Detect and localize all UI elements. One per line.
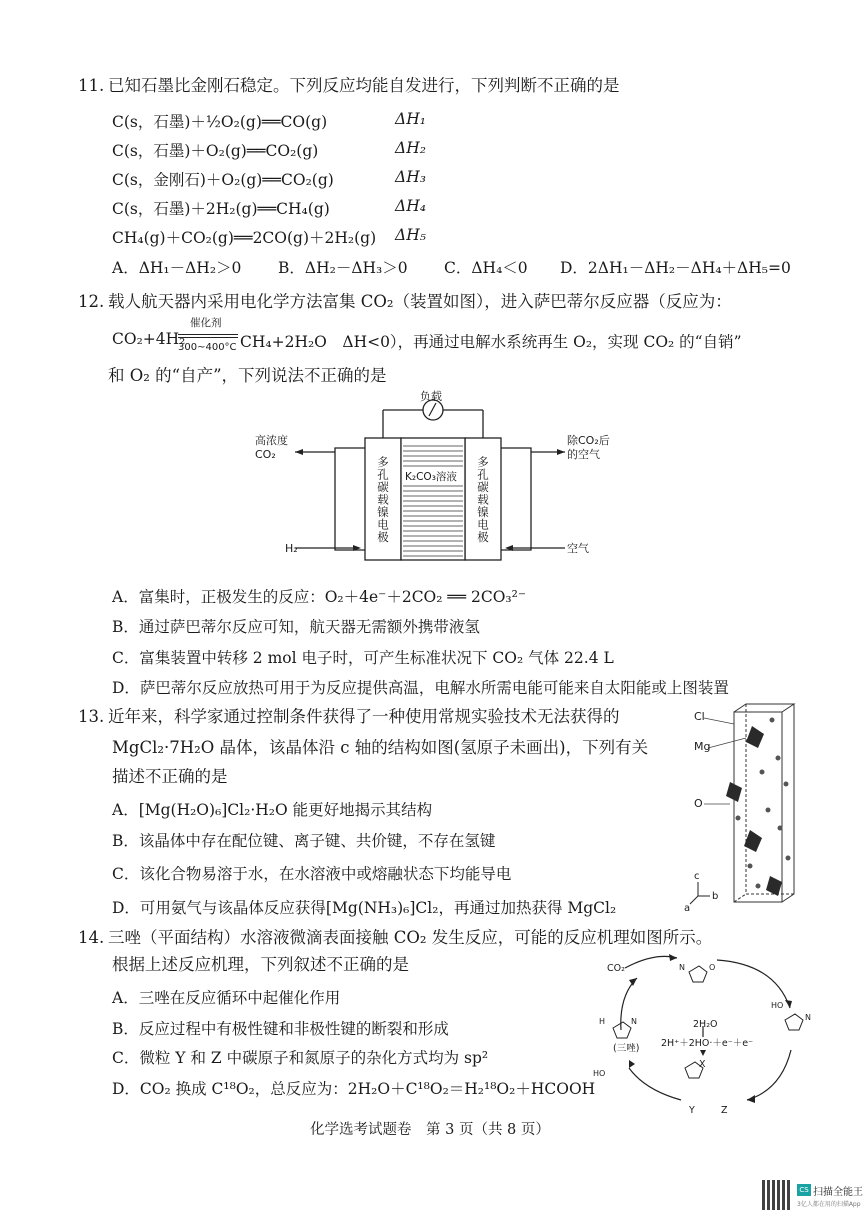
crystal-structure-drawing [690, 700, 815, 915]
mech-co2-label: CO₂ [607, 963, 625, 974]
q13-option-b: B．该晶体中存在配位键、离子键、共价键，不存在氢键 [112, 832, 496, 850]
electrochem-diagram [255, 390, 610, 570]
left-electrode-label: 多孔碳载镍电极 [376, 456, 390, 544]
q14-line2: 根据上述反应机理，下列叙述不正确的是 [112, 955, 409, 974]
q11-reaction-4: C(s，石墨)＋2H₂(g)══CH₄(g) [112, 200, 330, 218]
q12-eq-right: CH₄+2H₂O ΔH<0），再通过电解水系统再生 O₂，实现 CO₂ 的“自销” [240, 333, 742, 351]
q11-dh-2: ΔH₂ [395, 139, 426, 157]
crystal-structure-figure [684, 700, 815, 915]
crystal-label-mg: Mg [694, 740, 711, 753]
q12-option-c: C．富集装置中转移 2 mol 电子时，可产生标准状况下 CO₂ 气体 22.4 L [112, 649, 614, 667]
q13-line2: MgCl₂·7H₂O 晶体，该晶体沿 c 轴的结构如图(氢原子未画出)，下列有关 [112, 738, 649, 757]
q11-option-b: B．ΔH₂－ΔH₃＞0 [278, 259, 408, 277]
scanner-badge-icon: CS [797, 1184, 811, 1196]
q11-dh-5: ΔH₅ [395, 226, 426, 244]
reaction-mechanism-drawing [585, 950, 825, 1120]
mech-h2o-label: 2H₂O [693, 1019, 718, 1030]
svg-text:O: O [709, 963, 716, 972]
crystal-label-cl: Cl [694, 710, 705, 723]
q12-option-d: D．萨巴蒂尔反应放热可用于为反应提供高温，电解水所需电能可能来自太阳能或上图装置 [112, 679, 729, 697]
q11-dh-3: ΔH₃ [395, 168, 426, 186]
svg-text:N: N [805, 1013, 811, 1022]
mech-triazole-label: (三唑) [613, 1043, 640, 1054]
reaction-mechanism-figure [585, 950, 825, 1120]
scanner-brand: 扫描全能王 [813, 1187, 863, 1198]
q13-number: 13. [78, 707, 105, 726]
mech-center-label: 2H⁺＋2HO·＋e⁻＋e⁻ [661, 1038, 754, 1049]
q11-option-d: D．2ΔH₁－ΔH₂－ΔH₄＋ΔH₅=0 [560, 259, 791, 277]
svg-text:HO: HO [771, 1001, 784, 1010]
q11-stem: 已知石墨比金刚石稳定。下列反应均能自发进行，下列判断不正确的是 [108, 76, 620, 95]
q12-eq-arrow-1 [178, 334, 238, 335]
q14-option-a: A．三唑在反应循环中起催化作用 [112, 989, 341, 1007]
svg-text:H: H [599, 1017, 606, 1026]
q11-reaction-1: C(s，石墨)＋½O₂(g)══CO(g) [112, 113, 328, 131]
q12-stem-line1: 载人航天器内采用电化学方法富集 CO₂（装置如图），进入萨巴蒂尔反应器（反应为： [108, 292, 732, 311]
q13-line3: 描述不正确的是 [112, 767, 228, 786]
q11-dh-1: ΔH₁ [395, 110, 426, 128]
solution-label: K₂CO₃溶液 [405, 471, 457, 483]
q11-reaction-5: CH₄(g)＋CO₂(g)══2CO(g)＋2H₂(g) [112, 229, 377, 247]
right-top-label-2: 的空气 [567, 448, 600, 461]
left-top-label-1: 高浓度 [255, 434, 288, 447]
q11-reaction-3: C(s，金刚石)＋O₂(g)══CO₂(g) [112, 171, 334, 189]
q13-option-c: C．该化合物易溶于水，在水溶液中或熔融状态下均能导电 [112, 865, 512, 883]
q12-option-a: A．富集时，正极发生的反应：O₂＋4e⁻＋2CO₂ ══ 2CO₃²⁻ [112, 588, 527, 606]
q14-line1: 三唑（平面结构）水溶液微滴表面接触 CO₂ 发生反应，可能的反应机理如图所示。 [108, 928, 713, 947]
q12-option-b: B．通过萨巴蒂尔反应可知，航天器无需额外携带液氢 [112, 618, 480, 636]
crystal-label-o: O [694, 797, 703, 810]
qr-code-icon [762, 1180, 792, 1210]
q11-option-a: A．ΔH₁－ΔH₂＞0 [112, 259, 242, 277]
q12-cond-top: 催化剂 [190, 317, 222, 329]
q14-number: 14. [78, 928, 105, 947]
mech-y-label: Y [689, 1105, 695, 1116]
svg-text:HO: HO [593, 1069, 606, 1078]
q11-option-c: C．ΔH₄＜0 [444, 259, 528, 277]
q13-option-d: D．可用氨气与该晶体反应获得[Mg(NH₃)₆]Cl₂，再通过加热获得 MgCl₂ [112, 899, 617, 917]
page-footer: 化学选考试题卷 第 3 页（共 8 页） [310, 1122, 550, 1138]
svg-text:N: N [631, 1017, 637, 1026]
left-top-label-2: CO₂ [255, 448, 276, 461]
q13-line1: 近年来，科学家通过控制条件获得了一种使用常规实验技术无法获得的 [108, 707, 620, 726]
right-electrode-label: 多孔碳载镍电极 [476, 456, 490, 544]
q13-option-a: A．[Mg(H₂O)₆]Cl₂·H₂O 能更好地揭示其结构 [112, 801, 433, 819]
axis-label-c: c [694, 871, 700, 882]
h2-label: H₂ [285, 542, 298, 555]
q12-number: 12. [78, 292, 105, 311]
mech-z-label: Z [721, 1105, 728, 1116]
q11-number: 11. [78, 76, 105, 95]
q12-stem-line3: 和 O₂ 的“自产”，下列说法不正确的是 [108, 366, 387, 385]
q11-reaction-2: C(s，石墨)＋O₂(g)══CO₂(g) [112, 142, 319, 160]
air-label: 空气 [567, 542, 589, 555]
svg-text:N: N [679, 963, 685, 972]
q12-eq-left: CO₂+4H₂ [112, 330, 186, 348]
q11-dh-4: ΔH₄ [395, 197, 426, 215]
q14-option-b: B．反应过程中有极性键和非极性键的断裂和形成 [112, 1020, 449, 1038]
q12-eq-arrow-2 [178, 337, 238, 338]
right-top-label-1: 除CO₂后 [567, 434, 610, 447]
q14-option-d: D．CO₂ 换成 C¹⁸O₂，总反应为：2H₂O＋C¹⁸O₂＝H₂¹⁸O₂＋HCOOH [112, 1080, 596, 1098]
q12-cond-bottom: 300~400°C [178, 342, 237, 353]
axis-label-a: a [684, 903, 691, 914]
load-label: 负载 [420, 390, 442, 403]
scanner-sub: 3亿人都在用的扫描App [797, 1201, 861, 1208]
mech-x-label: X [699, 1059, 706, 1070]
axis-label-b: b [712, 891, 719, 902]
q14-option-c: C．微粒 Y 和 Z 中碳原子和氮原子的杂化方式均为 sp² [112, 1049, 489, 1067]
